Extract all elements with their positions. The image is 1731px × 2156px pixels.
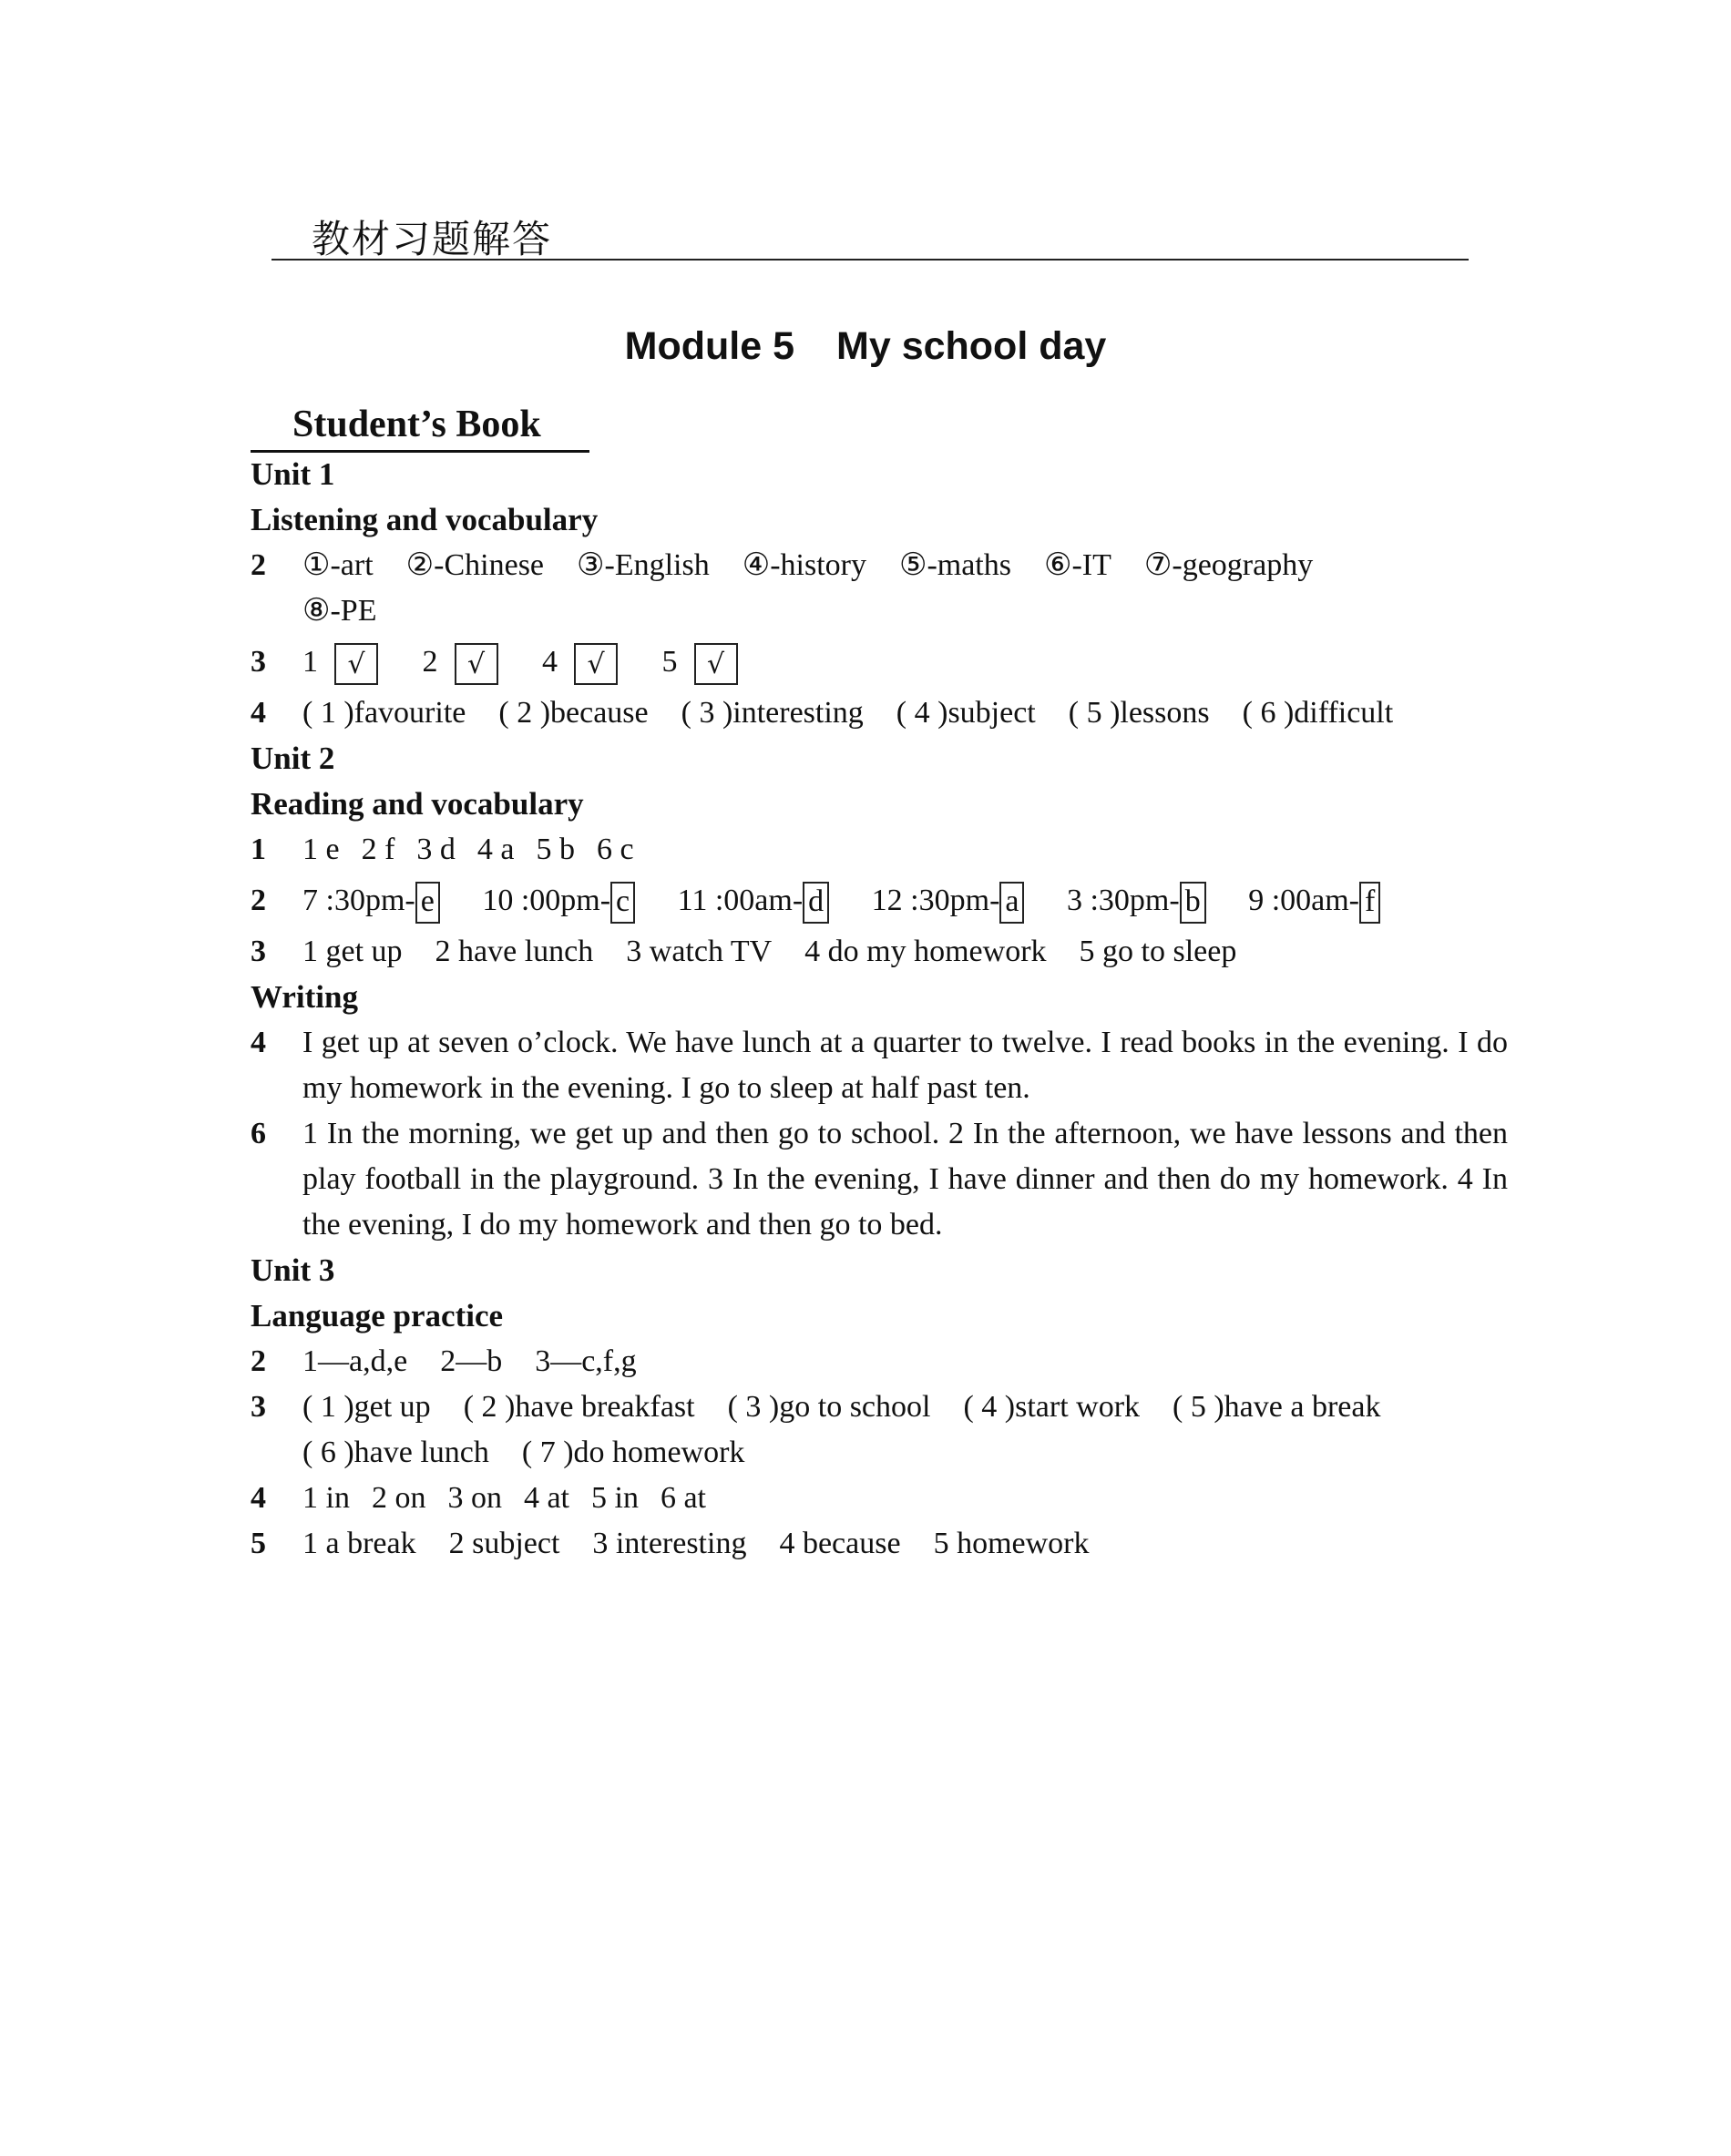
- answer-item: 2 have lunch: [435, 935, 594, 968]
- tick-answer-number: 5: [661, 645, 678, 679]
- answer-paragraph: 1 In the morning, we get up and then go to school. 2 In the afternoon, we have lessons and then play football in the playground. 3 In the evening, I have dinner and then do my homework. 4 In the evening, I do my homework and then go to bed.: [302, 1117, 1508, 1241]
- tick-answer-number: 1: [302, 645, 318, 679]
- answer-item: 2 on: [371, 1481, 426, 1515]
- answer-item: 1 get up: [302, 935, 403, 968]
- answer-item: 4 at: [523, 1481, 569, 1515]
- time-label: 11 :00am-: [677, 884, 804, 917]
- answer-content: [251, 452, 1508, 1567]
- answer-item: 5 in: [591, 1481, 639, 1515]
- answer-item: ⑤-maths: [898, 548, 1011, 582]
- answer-item: 3 on: [447, 1481, 502, 1515]
- boxed-answer-letter: e: [415, 882, 440, 924]
- exercise-number: 2: [251, 884, 266, 917]
- answer-item: ( 4 )subject: [896, 696, 1036, 730]
- tick-answer: [662, 634, 738, 690]
- answer-item: 2 f: [361, 833, 395, 866]
- tick-answer: [423, 634, 498, 690]
- unit-3-exercise-4: [251, 1476, 1508, 1521]
- time-match-item: [482, 873, 635, 929]
- answer-item: 5 homework: [933, 1527, 1090, 1560]
- unit-1-section-title: Listening and vocabulary: [251, 502, 599, 537]
- unit-2-exercise-2: [251, 873, 1508, 929]
- module-title: [0, 324, 1731, 369]
- answer-item: ( 3 )interesting: [681, 696, 864, 730]
- unit-2-exercise-4: [251, 1020, 1508, 1111]
- answer-item: ( 1 )get up: [302, 1390, 431, 1424]
- exercise-number: 3: [251, 1390, 266, 1424]
- answer-item: ( 3 )go to school: [727, 1390, 931, 1424]
- header-title: 教材习题解答: [312, 217, 553, 261]
- answer-item: 5 b: [536, 833, 576, 866]
- answer-item: ⑦-geography: [1143, 548, 1314, 582]
- time-match-item: [1067, 873, 1206, 929]
- answer-item: 1 a break: [302, 1527, 416, 1560]
- answer-item: 2 subject: [448, 1527, 560, 1560]
- answer-item: 3 d: [416, 833, 456, 866]
- book-title: Student’s Book: [251, 399, 589, 453]
- answer-item: ①-art: [302, 548, 374, 582]
- boxed-answer-letter: b: [1180, 882, 1206, 924]
- tick-answer-number: 2: [422, 645, 438, 679]
- unit-1-exercise-2: [251, 543, 1508, 588]
- time-label: 9 :00am-: [1248, 884, 1360, 917]
- time-label: 3 :30pm-: [1066, 884, 1180, 917]
- unit-3-exercise-3: [251, 1385, 1508, 1430]
- unit-1-title: Unit 1: [251, 456, 335, 492]
- exercise-number: 6: [251, 1117, 266, 1150]
- time-match-item: [1248, 873, 1380, 929]
- module-name: My school day: [836, 324, 1107, 368]
- answer-item: ( 1 )favourite: [302, 696, 466, 730]
- unit-1-exercise-3: [251, 634, 1508, 690]
- exercise-number: 4: [251, 1481, 266, 1515]
- answer-item: 5 go to sleep: [1079, 935, 1237, 968]
- exercise-number: 1: [251, 833, 266, 866]
- answer-item: ( 5 )lessons: [1068, 696, 1210, 730]
- tick-answer: [542, 634, 618, 690]
- check-mark-icon: √: [574, 643, 618, 685]
- check-mark-icon: √: [455, 643, 498, 685]
- unit-2-section-title: Reading and vocabulary: [251, 786, 584, 822]
- answer-item: 2—b: [440, 1344, 503, 1378]
- unit-3-section-title: Language practice: [251, 1298, 504, 1333]
- answer-item: 1—a,d,e: [302, 1344, 408, 1378]
- exercise-number: 2: [251, 1344, 266, 1378]
- exercise-number: 5: [251, 1527, 266, 1560]
- time-label: 12 :30pm-: [871, 884, 1000, 917]
- page-header: [271, 202, 1469, 261]
- answer-item: ( 2 )because: [498, 696, 649, 730]
- boxed-answer-letter: a: [999, 882, 1024, 924]
- writing-section-title: Writing: [251, 979, 358, 1015]
- time-label: 7 :30pm-: [302, 884, 415, 917]
- answer-item: ( 6 )difficult: [1242, 696, 1394, 730]
- unit-2-exercise-6: [251, 1111, 1508, 1248]
- unit-1-exercise-2-continued: [251, 588, 1508, 634]
- boxed-answer-letter: f: [1359, 882, 1380, 924]
- check-mark-icon: √: [334, 643, 378, 685]
- answer-item: 4 a: [476, 833, 515, 866]
- answer-item: 6 c: [597, 833, 634, 866]
- answer-item: 3 interesting: [592, 1527, 747, 1560]
- unit-3-title: Unit 3: [251, 1252, 335, 1288]
- answer-item: ③-English: [577, 548, 710, 582]
- boxed-answer-letter: d: [803, 882, 829, 924]
- answer-item: 6 at: [660, 1481, 706, 1515]
- unit-3-exercise-5: [251, 1521, 1508, 1567]
- answer-item: ⑥-IT: [1044, 548, 1111, 582]
- exercise-number: 4: [251, 1026, 266, 1059]
- answer-item: 1 in: [302, 1481, 350, 1515]
- answer-item: 4 do my homework: [804, 935, 1047, 968]
- answer-item: ( 6 )have lunch: [302, 1436, 489, 1469]
- module-label: Module 5: [624, 324, 795, 368]
- boxed-answer-letter: c: [610, 882, 635, 924]
- answer-item: ( 5 )have a break: [1173, 1390, 1381, 1424]
- exercise-number: 4: [251, 696, 266, 730]
- answer-item: 1 e: [302, 833, 340, 866]
- answer-item: ( 4 )start work: [963, 1390, 1141, 1424]
- unit-3-exercise-3-continued: [251, 1430, 1508, 1476]
- time-match-item: [302, 873, 440, 929]
- answer-item: ⑧-PE: [302, 594, 377, 628]
- answer-item: 3 watch TV: [626, 935, 773, 968]
- exercise-number: 3: [251, 935, 266, 968]
- unit-2-exercise-3: [251, 929, 1508, 975]
- unit-3-exercise-2: [251, 1339, 1508, 1385]
- check-mark-icon: √: [694, 643, 738, 685]
- answer-item: ②-Chinese: [405, 548, 545, 582]
- answer-paragraph: I get up at seven o’clock. We have lunch at a quarter to twelve. I read books in the evening. I do my homework in the evening. I go to sleep at half past ten.: [302, 1026, 1508, 1105]
- exercise-number: 2: [251, 548, 266, 582]
- time-match-item: [872, 873, 1025, 929]
- answer-item: 4 because: [779, 1527, 901, 1560]
- time-match-item: [678, 873, 830, 929]
- answer-item: ( 7 )do homework: [521, 1436, 745, 1469]
- exercise-number: 3: [251, 645, 266, 679]
- answer-item: ④-history: [742, 548, 866, 582]
- tick-answer: [302, 634, 378, 690]
- answer-item: 3—c,f,g: [535, 1344, 637, 1378]
- time-label: 10 :00pm-: [482, 884, 611, 917]
- tick-answer-number: 4: [542, 645, 558, 679]
- unit-2-exercise-1: [251, 827, 1508, 873]
- answer-item: ( 2 )have breakfast: [463, 1390, 695, 1424]
- unit-2-title: Unit 2: [251, 741, 335, 776]
- unit-1-exercise-4: [251, 690, 1508, 736]
